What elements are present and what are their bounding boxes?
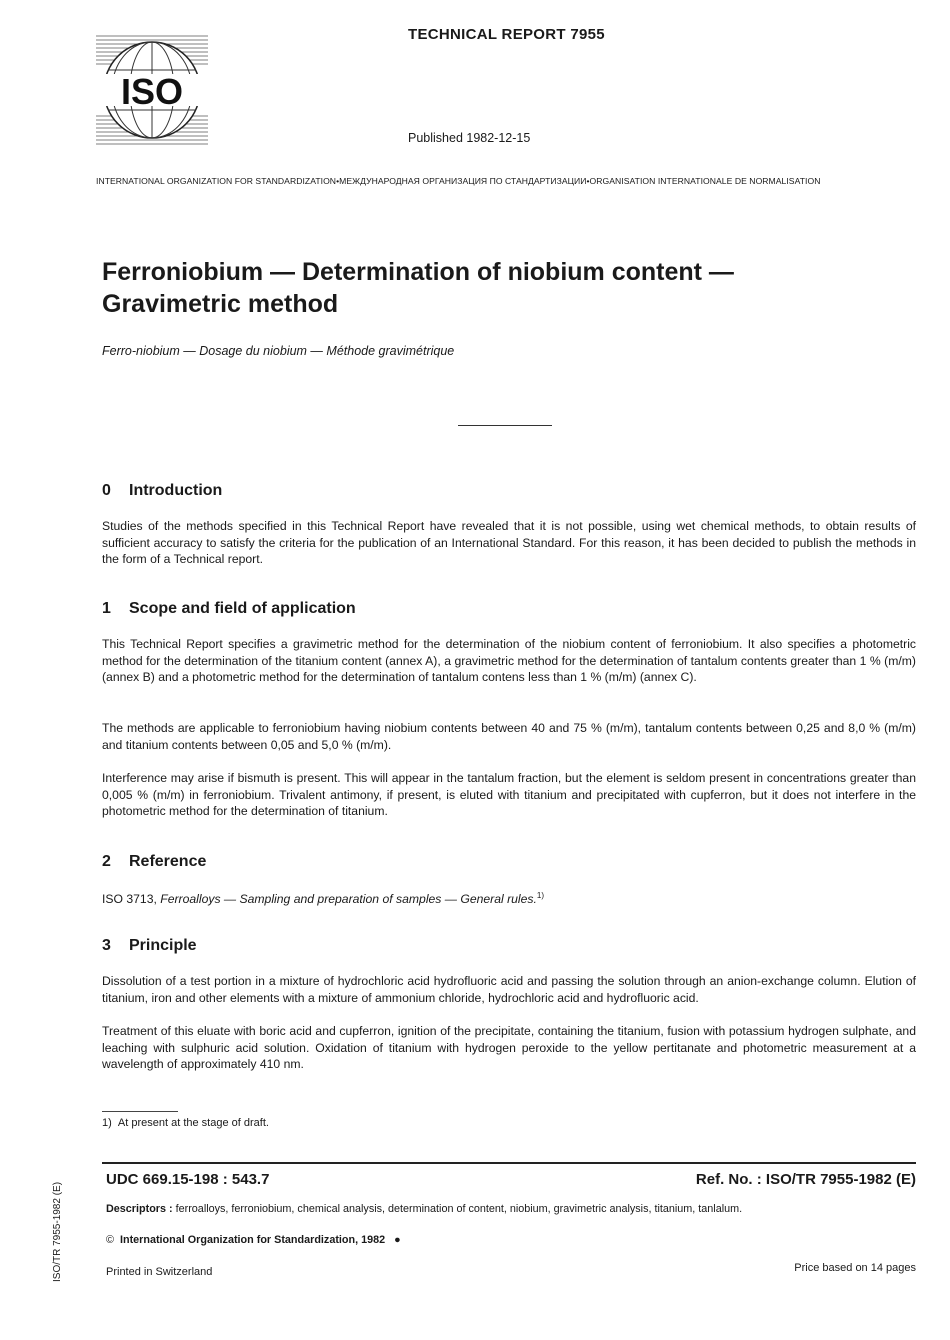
reference-number: Ref. No. : ISO/TR 7955-1982 (E) bbox=[695, 1171, 916, 1188]
section-number: 0 bbox=[102, 482, 111, 499]
reference-citation bbox=[102, 888, 916, 908]
document-title bbox=[102, 256, 922, 320]
introduction-paragraph: Studies of the methods specified in this Technical Report have revealed that it is not possible, using wet chemical methods, to obtain results of sufficient accuracy to satisfy the criteria for the publication of an International Standard. For this reason, it has been decided to publish the methods in the form of a Technical report. bbox=[102, 519, 916, 567]
title-line-1: Ferroniobium — Determination of niobium content — bbox=[102, 258, 734, 286]
descriptors bbox=[106, 1203, 916, 1215]
section-number: 2 bbox=[102, 853, 111, 870]
title-line-2: Gravimetric method bbox=[102, 290, 339, 318]
udc-code: UDC 669.15-198 : 543.7 bbox=[106, 1171, 270, 1188]
french-subtitle: Ferro-niobium — Dosage du niobium — Méthode gravimétrique bbox=[102, 344, 455, 358]
title-divider bbox=[458, 425, 552, 426]
footnote-mark: 1) bbox=[102, 1117, 112, 1129]
section-number: 3 bbox=[102, 937, 111, 954]
iso-logo-text: ISO bbox=[120, 71, 184, 112]
copyright bbox=[106, 1234, 401, 1246]
descriptors-label: Descriptors : bbox=[106, 1203, 173, 1215]
copyright-icon: © bbox=[106, 1234, 114, 1246]
reference-title: Ferroalloys — Sampling and preparation of samples — General rules. bbox=[160, 892, 537, 907]
section-number: 1 bbox=[102, 600, 111, 617]
price-info: Price based on 14 pages bbox=[794, 1262, 916, 1274]
reference-number: ISO 3713, bbox=[102, 892, 161, 907]
section-title: Principle bbox=[129, 937, 197, 954]
principle-paragraph-2: Treatment of this eluate with boric acid and cupferron, ignition of the precipitate, containing the titanium, fusion with potassium hydrogen sulphate, and leaching with sulphuric acid solution. Oxidation of titanium with hydrogen peroxide to the yellow pertitanate and photometric measurement at a wavelength of approximately 410 nm. bbox=[102, 1024, 916, 1072]
scope-paragraph-2: The methods are applicable to ferroniobium having niobium contents between 40 and 75 % (m/m), tantalum contents between 0,25 and 8,0 % (m/m) and titanium contents between 0,05 and 5,0 % (m/m). bbox=[102, 721, 916, 752]
published-date: Published 1982-12-15 bbox=[408, 131, 531, 145]
printed-location: Printed in Switzerland bbox=[106, 1266, 213, 1278]
section-1-heading bbox=[102, 600, 356, 618]
section-0-heading bbox=[102, 482, 222, 500]
principle-paragraph-1: Dissolution of a test portion in a mixture of hydrochloric acid hydrofluoric acid and passing the solution through an anion-exchange column. Elution of titanium, iron and other elements with a mixture of ammonium chloride, hydrochloric acid and hydrofluoric acid. bbox=[102, 974, 916, 1005]
organization-line: INTERNATIONAL ORGANIZATION FOR STANDARDIZATION•МЕЖДУНАРОДНАЯ ОРГАНИЗАЦИЯ ПО СТАНДАРТИЗАЦИИ•ORGANISATION INTERNATIONALE DE NORMALISATION bbox=[96, 176, 821, 186]
footnote-text: At present at the stage of draft. bbox=[117, 1117, 269, 1129]
section-title: Introduction bbox=[129, 482, 223, 499]
section-2-heading bbox=[102, 853, 206, 871]
side-document-code-text: ISO/TR 7955-1982 (E) bbox=[52, 1181, 63, 1282]
side-document-code bbox=[52, 1158, 66, 1282]
scope-paragraph-3: Interference may arise if bismuth is present. This will appear in the tantalum fraction, but the element is seldom present in concentrations greater than 0,005 % (m/m) in ferroniobium. Trivalent antimony, if present, is eluted with titanium and precipitated with cupferron, but it does not interfere in the photometric method for the determination of titanium. bbox=[102, 771, 916, 819]
copyright-text: International Organization for Standardization, 1982 bbox=[119, 1234, 386, 1246]
section-title: Reference bbox=[129, 853, 207, 870]
section-title: Scope and field of application bbox=[129, 600, 356, 617]
reference-footnote-mark: 1) bbox=[536, 891, 545, 900]
iso-logo bbox=[96, 30, 208, 148]
bullet-icon: ● bbox=[394, 1234, 401, 1246]
descriptors-list: ferroalloys, ferroniobium, chemical analysis, determination of content, niobium, gravimetric analysis, titanium, tanlalum. bbox=[175, 1203, 743, 1215]
footer-rule bbox=[102, 1162, 916, 1164]
footnote bbox=[102, 1117, 269, 1129]
scope-paragraph-1: This Technical Report specifies a gravimetric method for the determination of the niobium content of ferroniobium. It also specifies a photometric method for the determination of the titanium content (annex A), a gravimetric method for the determination of tantalum contents greater than 1 % (m/m) (annex B) and a photometric method for the determination of tantalum contens less than 1 % (m/m) (annex C). bbox=[102, 637, 916, 685]
section-3-heading bbox=[102, 937, 197, 955]
footnote-rule bbox=[102, 1111, 178, 1112]
report-title: TECHNICAL REPORT 7955 bbox=[408, 26, 605, 43]
